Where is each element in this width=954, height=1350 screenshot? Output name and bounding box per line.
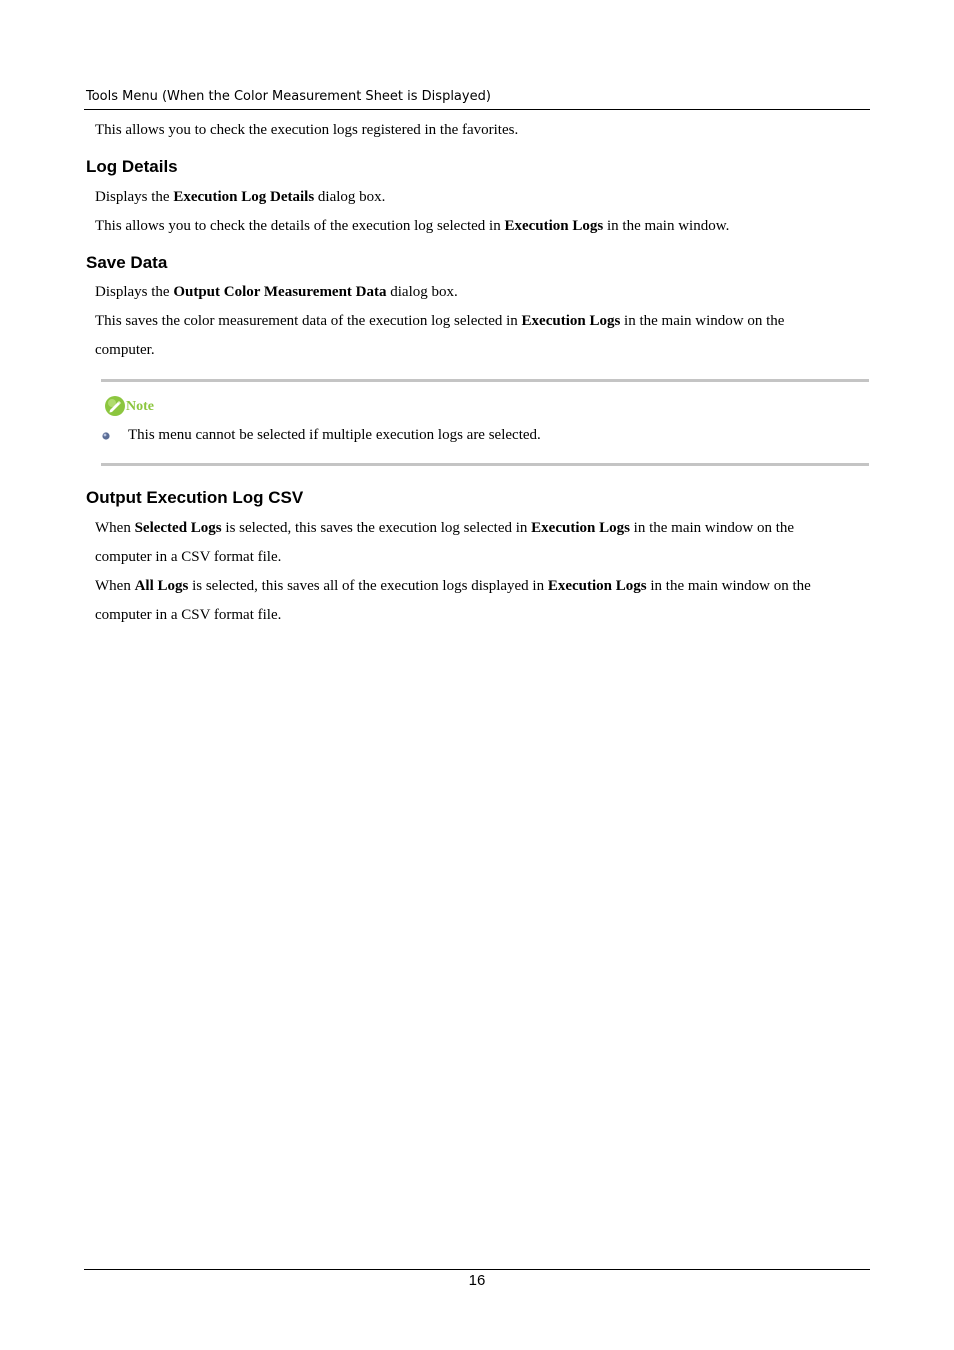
- save-data-paragraph-2: This saves the color measurement data of the execution log selected in Execution Logs in the main window on the: [95, 313, 785, 329]
- header-divider: [84, 109, 870, 110]
- output-csv-paragraph-1-continued: computer in a CSV format file.: [95, 549, 282, 565]
- output-csv-heading: Output Execution Log CSV: [86, 488, 304, 507]
- bullet-icon: [102, 432, 110, 440]
- output-csv-paragraph-2: When All Logs is selected, this saves all of the execution logs displayed in Execution Logs in the main window on the: [95, 578, 811, 594]
- output-csv-paragraph-1: When Selected Logs is selected, this saves the execution log selected in Execution Logs in the main window on the: [95, 520, 795, 536]
- log-details-paragraph-1: Displays the Execution Log Details dialog box.: [95, 189, 386, 205]
- intro-paragraph: This allows you to check the execution logs registered in the favorites.: [95, 122, 519, 138]
- page-number: 16: [468, 1272, 486, 1289]
- log-details-paragraph-2: This allows you to check the details of the execution log selected in Execution Logs in the main window.: [95, 218, 730, 234]
- save-data-heading: Save Data: [86, 253, 168, 272]
- save-data-paragraph-1: Displays the Output Color Measurement Data dialog box.: [95, 284, 458, 300]
- note-top-divider: [101, 379, 869, 382]
- note-bottom-divider: [101, 463, 869, 466]
- log-details-heading: Log Details: [86, 157, 178, 176]
- save-data-paragraph-2-continued: computer.: [95, 342, 155, 358]
- note-title: Note: [126, 399, 154, 414]
- note-pencil-icon: [104, 395, 126, 417]
- running-header: Tools Menu (When the Color Measurement Sheet is Displayed): [86, 89, 491, 104]
- note-list-item: This menu cannot be selected if multiple execution logs are selected.: [128, 427, 541, 443]
- footer-divider: [84, 1269, 870, 1270]
- output-csv-paragraph-2-continued: computer in a CSV format file.: [95, 607, 282, 623]
